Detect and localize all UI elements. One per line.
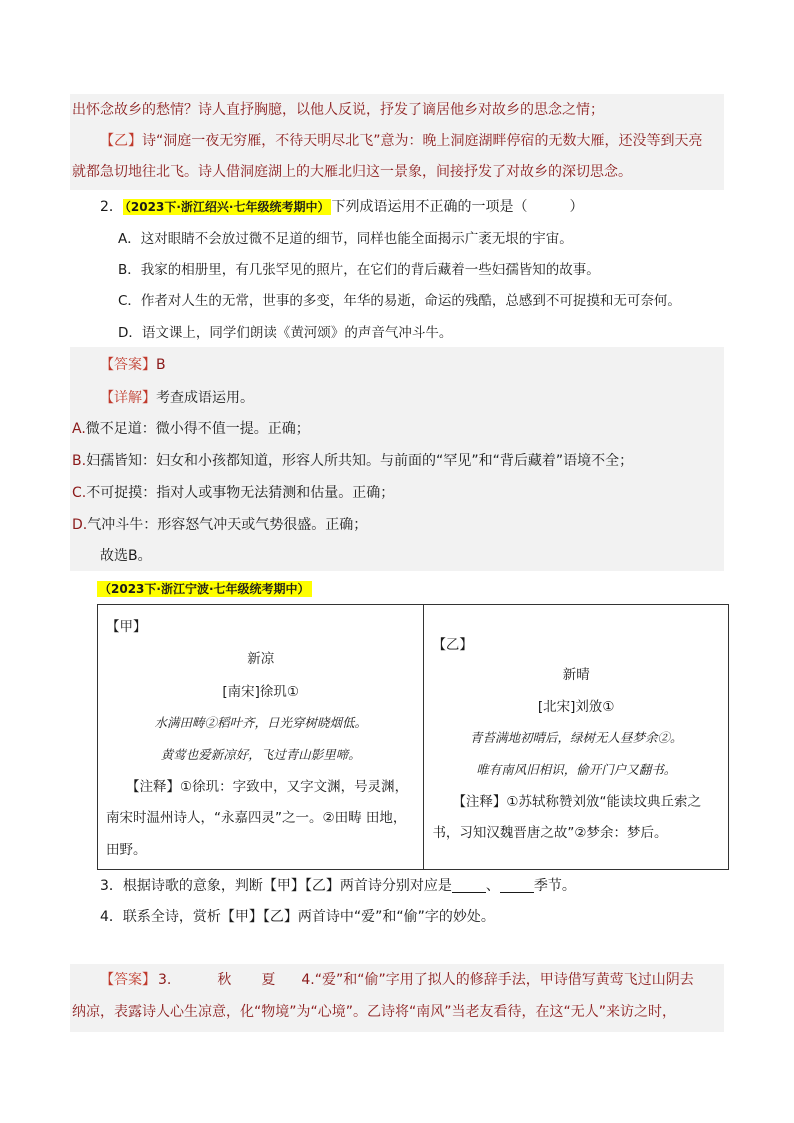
source-highlight: （2023下·浙江绍兴·七年级统考期中）: [124, 200, 330, 214]
answer2-q4-text: 4.“爱”和“偷”字用了拟人的修辞手法，甲诗借写黄莺飞过山阴去: [301, 972, 694, 988]
poem-yi-note-1: 【注释】①苏轼称赞刘攽“能读坟典丘索之: [452, 794, 702, 810]
answer2-line-2: 纳凉，表露诗人心生凉意，化“物境”为“心境”。乙诗将“南风”当老友看待，在这“无人”来访之时，: [72, 1004, 677, 1020]
option-d: D．语文课上，同学们朗读《黄河颂》的声音气冲斗牛。: [118, 325, 453, 341]
poem-yi-line-1: 青苔满地初晴后，绿树无人昼梦余②。: [469, 730, 683, 745]
answer-value: B: [156, 357, 166, 373]
question-4: 4．联系全诗，赏析【甲】【乙】两首诗中“爱”和“偷”字的妙处。: [100, 909, 495, 925]
poem-jia-line-1: 水满田畴②稻叶齐，日光穿树晓烟低。: [154, 715, 367, 730]
section-source-highlight: （2023下·浙江宁波·七年级统考期中）: [99, 582, 310, 596]
question-3-end: 季节。: [533, 878, 576, 894]
detail-text: 考查成语运用。: [156, 390, 254, 406]
poem-jia-note-3: 田野。: [106, 842, 147, 858]
question-3-text: 3．根据诗歌的意象，判断【甲】【乙】两首诗分别对应是: [100, 878, 452, 894]
poem-jia-title: 新凉: [247, 651, 275, 667]
detail-a-text: 微不足道：微小得不值一提。正确；: [85, 421, 310, 437]
poem-jia-line-2: 黄莺也爱新凉好，飞过青山影里啼。: [160, 747, 361, 762]
question-2-stem: [100, 197, 583, 217]
conclusion: 故选B。: [100, 548, 152, 564]
analysis-line-3: 就都急切地往北飞。诗人借洞庭湖上的大雁北归这一景象，间接抒发了对故乡的深切思念。: [72, 164, 632, 180]
question-3-sep: 、: [485, 878, 500, 894]
answer-blank-1: [452, 878, 486, 893]
poem-jia-note-1: 【注释】①徐玑：字致中，又字文渊，号灵渊，: [126, 779, 409, 795]
answer2-tag: 【答案】: [100, 972, 156, 988]
detail-b-text: 妇孺皆知：妇女和小孩都知道，形容人所共知。与前面的“罕见”和“背后藏着”语境不全；: [86, 453, 634, 469]
detail-b-prefix: B.: [72, 453, 87, 469]
detail-d: [72, 515, 367, 535]
detail-a: [72, 419, 310, 439]
detail-c-text: 不可捉摸：指对人或事物无法猜测和估量。正确；: [86, 485, 395, 501]
tag-yi: 【乙】: [100, 133, 142, 149]
answer-tag: 【答案】: [100, 357, 156, 373]
option-c: C．作者对人生的无常，世事的多变，年华的易逝，命运的残酷，总感到不可捉摸和无可奈何。: [118, 293, 681, 309]
option-a: A．这对眼睛不会放过微不足道的细节，同样也能全面揭示广袤无垠的宇宙。: [118, 231, 573, 247]
poem-yi-author: [北宋]刘攽①: [537, 699, 615, 715]
poem-jia-author: [南宋]徐玑①: [222, 684, 300, 700]
detail-tag: 【详解】: [100, 390, 156, 406]
section-source: [97, 579, 312, 599]
question-number: 2．: [100, 199, 123, 215]
analysis-line-1: 出怀念故乡的愁情？诗人直抒胸臆，以他人反说，抒发了谪居他乡对故乡的思念之情；: [72, 102, 604, 118]
answer-blank-2: [500, 878, 534, 893]
poem-jia-cell: [98, 605, 424, 870]
detail-d-prefix: D.: [72, 517, 88, 533]
answer-line: [100, 355, 166, 375]
answer2-ans-summer: 夏: [261, 972, 276, 988]
detail-b: [72, 451, 633, 471]
poem-yi-tag: 【乙】: [432, 637, 473, 653]
poems-table: [97, 604, 729, 870]
question-3: [100, 876, 576, 896]
option-b: B．我家的相册里，有几张罕见的照片，在它们的背后藏着一些妇孺皆知的故事。: [118, 262, 600, 278]
poem-yi-cell: [424, 605, 729, 870]
analysis-text: 诗“洞庭一夜无穷雁，不待天明尽北飞”意为：晚上洞庭湖畔停宿的无数大雁，还没等到天亮: [142, 133, 703, 149]
question-text: 下列成语运用不正确的一项是（ ）: [331, 199, 584, 215]
poem-jia-note-2: 南宋时温州诗人，“永嘉四灵”之一。②田畴 田地，: [106, 810, 407, 826]
detail-a-prefix: A.: [72, 421, 86, 437]
answer2-ans-autumn: 秋: [217, 972, 232, 988]
detail-c: [72, 483, 394, 503]
answer2-line-1: [100, 970, 694, 990]
poem-yi-note-2: 书，习知汉魏晋唐之故”②梦余：梦后。: [432, 825, 668, 841]
detail-d-text: 气冲斗牛：形容怒气冲天或气势很盛。正确；: [87, 517, 368, 533]
poem-yi-title: 新晴: [562, 667, 590, 683]
detail-line: [100, 388, 254, 408]
poem-yi-line-2: 唯有南风旧相识，偷开门户又翻书。: [476, 762, 677, 777]
poem-jia-tag: 【甲】: [106, 619, 147, 635]
answer2-q3-num: 3.: [158, 972, 172, 988]
detail-c-prefix: C.: [72, 485, 87, 501]
analysis-line-2: [100, 131, 703, 151]
